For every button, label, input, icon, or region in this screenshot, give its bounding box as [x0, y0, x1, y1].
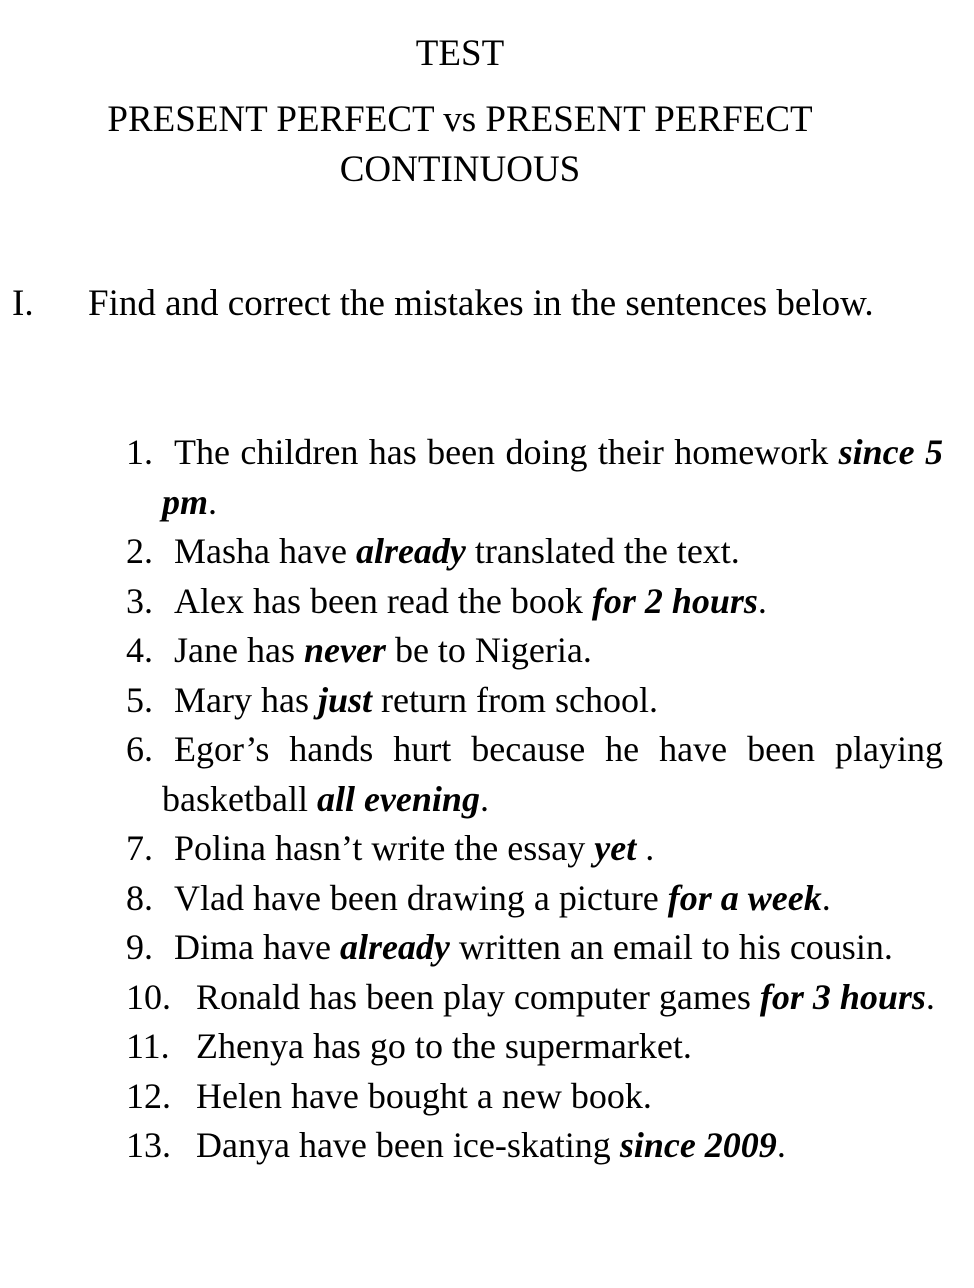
- item-number: 12.: [126, 1075, 171, 1116]
- item-emphasis: never: [303, 630, 386, 670]
- section-number: I.: [12, 283, 34, 324]
- item-emphasis: all evening: [316, 778, 480, 819]
- item-text-end: .: [776, 1125, 786, 1165]
- item-text: Egor’s hands hurt because he have been playing basketball: [162, 729, 943, 819]
- item-number: 9.: [126, 927, 153, 967]
- item-text-end: translated the text.: [465, 531, 740, 571]
- item-number: 7.: [126, 828, 153, 868]
- item-text: Danya have been ice-skating: [196, 1125, 620, 1165]
- item-text: The children has been doing their homework: [174, 432, 839, 472]
- item-text-end: .: [821, 877, 831, 918]
- topic-title-line2: CONTINUOUS: [339, 149, 581, 190]
- item-emphasis: just: [317, 679, 373, 720]
- item-text: Helen have bought a new book.: [196, 1075, 652, 1116]
- item-text: Dima have: [174, 927, 340, 967]
- sentence-list: [126, 428, 943, 1171]
- item-emphasis: yet: [594, 828, 637, 868]
- item-text: Polina hasn’t write the essay: [174, 828, 595, 868]
- test-title: TEST: [415, 33, 505, 74]
- list-item: [126, 824, 943, 874]
- item-emphasis: for 2 hours: [591, 580, 758, 621]
- item-text-end: .: [208, 481, 218, 522]
- item-text: Alex has been read the book: [174, 580, 592, 621]
- section-instruction: Find and correct the mistakes in the sentences below.: [88, 283, 874, 324]
- item-text-end: return from school.: [372, 679, 658, 720]
- item-number: 2.: [126, 531, 153, 571]
- item-emphasis: since 2009: [619, 1125, 777, 1165]
- item-number: 5.: [126, 679, 153, 720]
- item-text: Vlad have been drawing a picture: [174, 877, 668, 918]
- item-text-end: written an email to his cousin.: [449, 927, 893, 967]
- list-item: [126, 1121, 943, 1171]
- list-item: [126, 626, 943, 676]
- item-number: 11.: [126, 1026, 170, 1066]
- list-item: [126, 923, 943, 973]
- list-item: [126, 1022, 943, 1072]
- list-item: [126, 527, 943, 577]
- item-text: Jane has: [174, 630, 304, 670]
- item-text-end: .: [479, 778, 489, 819]
- item-emphasis: already: [339, 927, 450, 967]
- item-text-end: .: [925, 976, 935, 1017]
- list-item: [126, 676, 943, 726]
- item-number: 1.: [126, 432, 153, 472]
- item-number: 10.: [126, 976, 171, 1017]
- item-emphasis: for 3 hours: [759, 976, 926, 1017]
- list-item: [126, 874, 943, 924]
- item-number: 4.: [126, 630, 153, 670]
- item-number: 3.: [126, 580, 153, 621]
- topic-title-line1: PRESENT PERFECT vs PRESENT PERFECT: [107, 99, 813, 140]
- list-item: [126, 428, 943, 527]
- list-item: [126, 725, 943, 824]
- item-text-end: .: [757, 580, 767, 621]
- item-text-end: .: [636, 828, 655, 868]
- item-number: 13.: [126, 1125, 171, 1165]
- list-item: [126, 577, 943, 627]
- item-emphasis: since 5 pm: [162, 432, 943, 522]
- item-number: 8.: [126, 877, 153, 918]
- list-item: [126, 1072, 943, 1122]
- item-emphasis: for a week: [667, 877, 822, 918]
- item-text: Zhenya has go to the supermarket.: [196, 1026, 692, 1066]
- item-text: Ronald has been play computer games: [196, 976, 760, 1017]
- item-text: Mary has: [174, 679, 318, 720]
- item-number: 6.: [126, 729, 153, 769]
- item-text-end: be to Nigeria.: [385, 630, 592, 670]
- item-emphasis: already: [355, 531, 466, 571]
- item-text: Masha have: [174, 531, 356, 571]
- list-item: [126, 973, 943, 1023]
